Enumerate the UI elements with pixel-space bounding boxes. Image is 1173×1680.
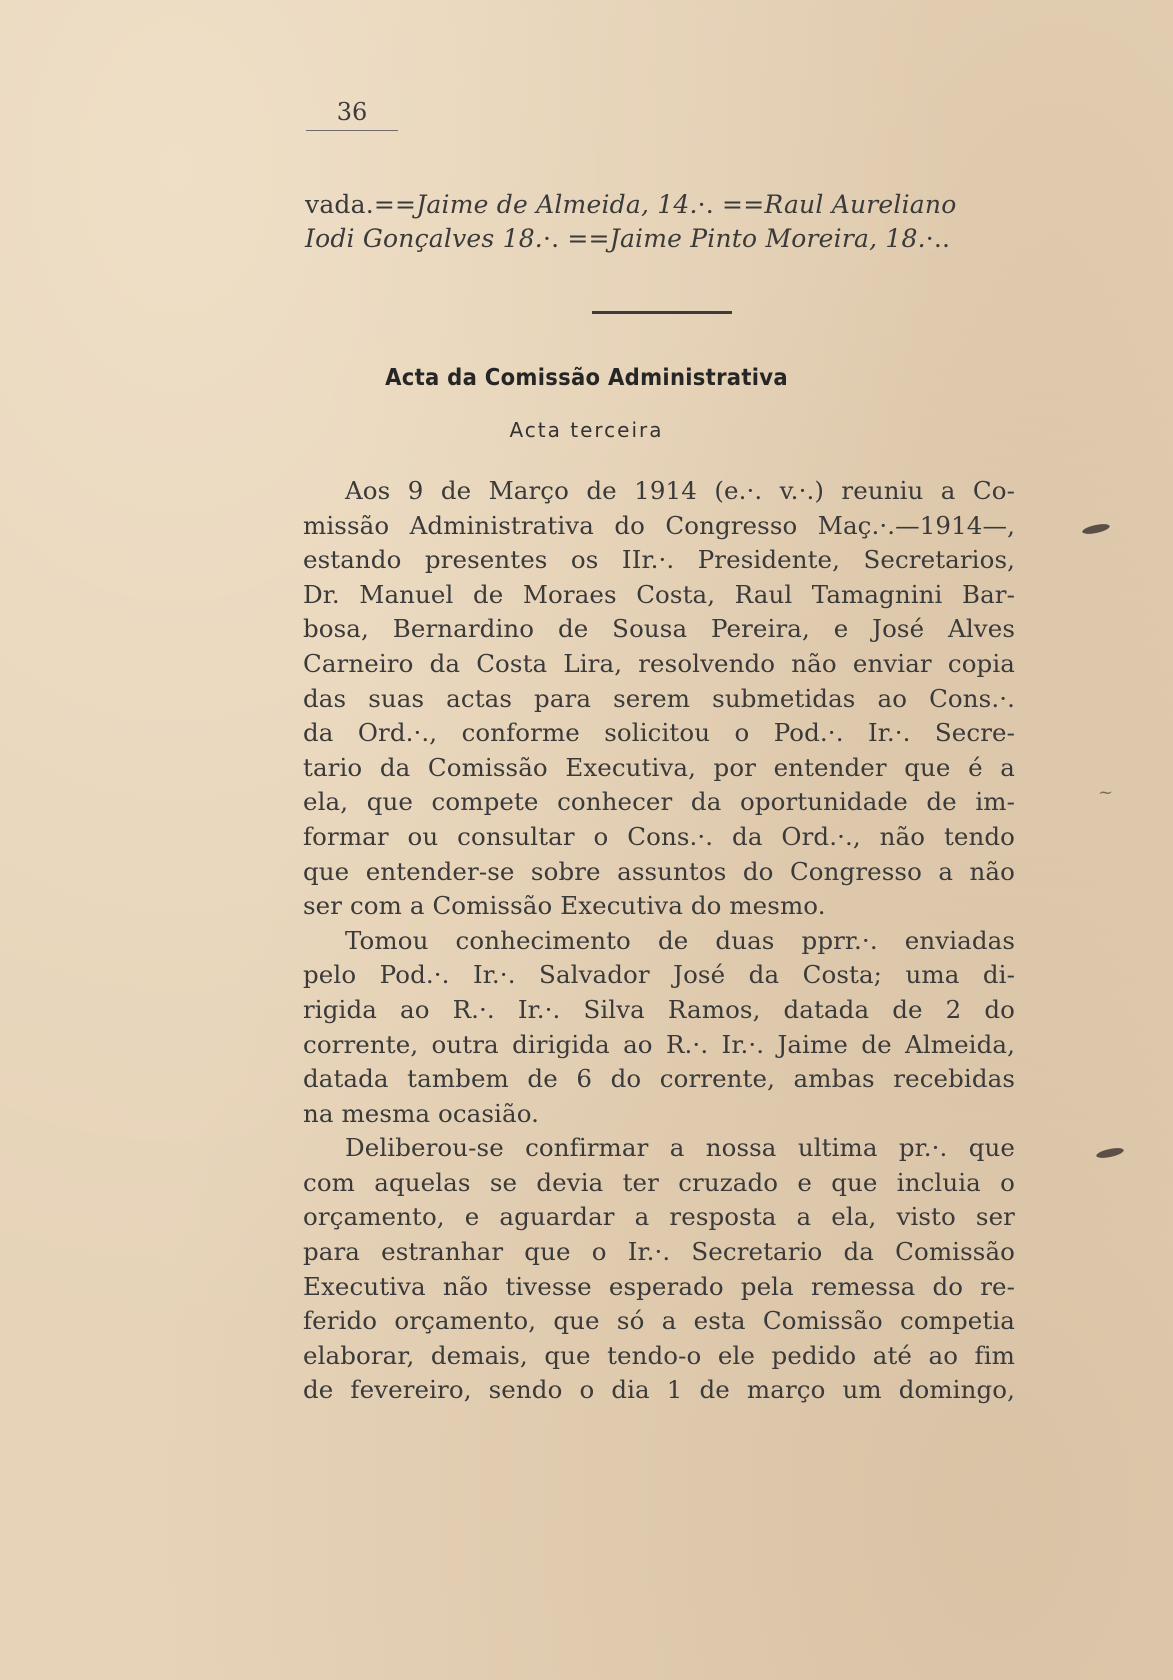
sig-text-vada: vada.: [305, 190, 374, 219]
body-line: da Ord.·., conforme solicitou o Pod.·. Ir.·. Secre-: [303, 718, 1015, 748]
body-line: Aos 9 de Março de 1914 (e.·. v.·.) reuniu a Co-: [345, 476, 1015, 505]
sig-end: ·..: [925, 224, 951, 253]
signature-line-1: [305, 188, 1015, 222]
body-line: rigida ao R.·. Ir.·. Silva Ramos, datada de 2 do: [303, 994, 1015, 1024]
body-line: Dr. Manuel de Moraes Costa, Raul Tamagnini Bar-: [303, 579, 1015, 609]
margin-ink-mark: [1096, 1138, 1124, 1163]
body-line: Deliberou-se confirmar a nossa ultima pr.·. que: [345, 1133, 1015, 1163]
section-subtitle: Acta terceira: [509, 418, 664, 442]
section-divider: [592, 311, 732, 314]
body-line: das suas actas para serem submetidas ao Cons.·.: [303, 683, 1015, 713]
body-line: para estranhar que o Ir.·. Secretario da Comissão: [303, 1237, 1015, 1267]
sig-separator: ·. ==: [542, 224, 610, 253]
body-line: elaborar, demais, que tendo-o ele pedido até ao fim: [303, 1340, 1015, 1370]
sig-name-iodi-goncalves: Iodi Gonçalves: [305, 224, 495, 253]
ink-blot-icon: [1095, 1146, 1124, 1160]
signature-block: [305, 188, 1015, 256]
sig-name-jaime-pinto-moreira: Jaime Pinto Moreira, 18.: [609, 224, 926, 253]
body-line: Executiva não tivesse esperado pela remessa do re-: [303, 1271, 1015, 1301]
body-line: de fevereiro, sendo o dia 1 de março um domingo,: [303, 1375, 1015, 1405]
body-line: Tomou conhecimento de duas pprr.·. enviadas: [345, 925, 1015, 955]
body-line: estando presentes os IIr.·. Presidente, Secretarios,: [303, 545, 1015, 575]
body-line: corrente, outra dirigida ao R.·. Ir.·. Jaime de Almeida,: [303, 1029, 1015, 1059]
ink-blot-icon: [1081, 522, 1110, 536]
body-line: na mesma ocasião.: [303, 1098, 540, 1128]
body-line: ferido orçamento, que só a esta Comissão competia: [303, 1306, 1015, 1336]
page-number: 36: [306, 98, 398, 131]
body-text: [303, 474, 1015, 1408]
sig-name-raul-aureliano: Raul Aureliano: [764, 190, 957, 219]
body-line: bosa, Bernardino de Sousa Pereira, e José Alves: [303, 614, 1015, 644]
body-line: pelo Pod.·. Ir.·. Salvador José da Costa; uma di-: [303, 960, 1015, 990]
body-line: tario da Comissão Executiva, por entender que é a: [303, 752, 1015, 782]
body-line: datada tambem de 6 do corrente, ambas recebidas: [303, 1064, 1015, 1094]
section-title: Acta da Comissão Administrativa: [385, 365, 788, 391]
body-line: Carneiro da Costa Lira, resolvendo não enviar copia: [303, 648, 1015, 678]
sig-name-jaime-de-almeida: Jaime de Almeida, 14.: [416, 190, 698, 219]
signature-line-2: [305, 222, 1015, 256]
sig-degree: 18.: [494, 224, 543, 253]
body-line: ser com a Comissão Executiva do mesmo.: [303, 891, 826, 921]
body-line: que entender-se sobre assuntos do Congresso a não: [303, 856, 1015, 886]
sig-separator: ==: [373, 190, 417, 219]
body-line: orçamento, e aguardar a resposta a ela, visto ser: [303, 1202, 1015, 1232]
margin-ink-mark: ~: [1098, 782, 1114, 803]
body-line: formar ou consultar o Cons.·. da Ord.·., não tendo: [303, 821, 1015, 851]
sig-separator: ·. ==: [697, 190, 765, 219]
body-line: com aquelas se devia ter cruzado e que incluia o: [303, 1167, 1015, 1197]
body-line: missão Administrativa do Congresso Maç.·.—1914—,: [303, 510, 1015, 540]
body-line: ela, que compete conhecer da oportunidade de im-: [303, 787, 1015, 817]
margin-ink-mark: [1082, 514, 1110, 539]
